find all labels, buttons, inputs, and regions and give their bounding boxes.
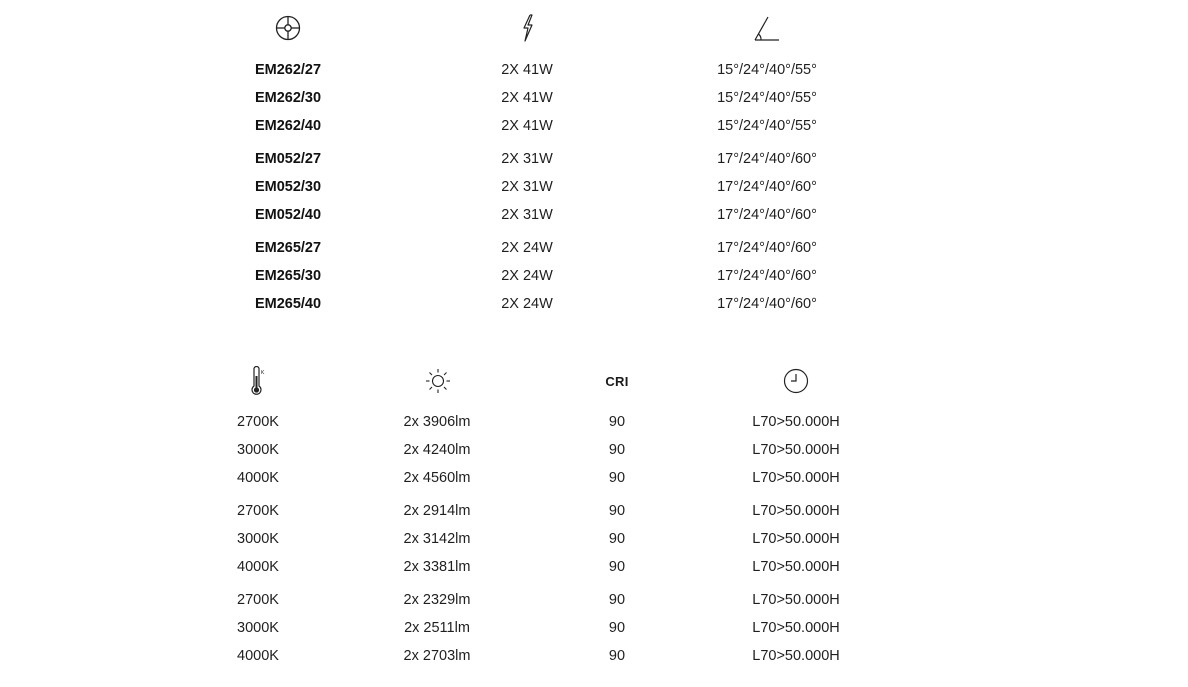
power-cell: 2X 41W xyxy=(501,62,553,78)
sun-icon xyxy=(418,366,458,396)
lifetime-cell: L70>50.000H xyxy=(752,648,840,664)
lifetime-cell: L70>50.000H xyxy=(752,559,840,575)
luminous-flux-cell: 2x 4560lm xyxy=(403,470,471,486)
color-temperature-cell: 4000K xyxy=(237,470,279,486)
lightning-bolt-icon xyxy=(508,13,548,43)
luminous-flux-cell: 2x 2511lm xyxy=(404,620,470,636)
luminous-flux-cell: 2x 2703lm xyxy=(403,648,471,664)
thermometer-kelvin-icon xyxy=(238,366,278,396)
clock-icon xyxy=(776,366,816,396)
power-cell: 2X 24W xyxy=(501,296,553,312)
luminous-flux-cell: 2x 4240lm xyxy=(403,442,471,458)
beam-angles-cell: 17°/24°/40°/60° xyxy=(717,268,817,284)
luminous-flux-cell: 2x 3906lm xyxy=(403,414,471,430)
color-temperature-cell: 3000K xyxy=(237,620,279,636)
power-cell: 2X 24W xyxy=(501,240,553,256)
beam-angles-cell: 17°/24°/40°/60° xyxy=(717,207,817,223)
lifetime-cell: L70>50.000H xyxy=(752,620,840,636)
color-temperature-cell: 2700K xyxy=(237,414,279,430)
power-cell: 2X 31W xyxy=(501,207,553,223)
power-cell: 2X 41W xyxy=(501,118,553,134)
cri-cell: 90 xyxy=(608,503,626,519)
cri-cell: 90 xyxy=(608,442,626,458)
cri-cell: 90 xyxy=(608,559,626,575)
power-cell: 2X 41W xyxy=(501,90,553,106)
beam-angles-cell: 17°/24°/40°/60° xyxy=(717,179,817,195)
beam-angle-icon xyxy=(746,13,786,43)
lifetime-cell: L70>50.000H xyxy=(752,414,840,430)
power-cell: 2X 31W xyxy=(501,151,553,167)
luminous-flux-cell: 2x 2329lm xyxy=(403,592,471,608)
cri-cell: 90 xyxy=(608,531,626,547)
luminous-flux-cell: 2x 3381lm xyxy=(403,559,471,575)
color-temperature-cell: 2700K xyxy=(237,503,279,519)
svg-text:K: K xyxy=(261,370,265,376)
color-temperature-cell: 4000K xyxy=(237,648,279,664)
power-cell: 2X 31W xyxy=(501,179,553,195)
luminous-flux-cell: 2x 3142lm xyxy=(403,531,471,547)
color-temperature-cell: 2700K xyxy=(237,592,279,608)
model-code-cell: EM265/40 xyxy=(254,296,322,312)
lifetime-cell: L70>50.000H xyxy=(752,470,840,486)
beam-angles-cell: 17°/24°/40°/60° xyxy=(717,240,817,256)
beam-angles-cell: 15°/24°/40°/55° xyxy=(717,90,817,106)
color-temperature-cell: 4000K xyxy=(237,559,279,575)
lifetime-cell: L70>50.000H xyxy=(752,592,840,608)
beam-angles-cell: 17°/24°/40°/60° xyxy=(717,151,817,167)
beam-angles-cell: 15°/24°/40°/55° xyxy=(717,62,817,78)
lifetime-cell: L70>50.000H xyxy=(752,531,840,547)
color-temperature-cell: 3000K xyxy=(237,442,279,458)
model-code-cell: EM265/30 xyxy=(254,268,322,284)
cri-cell: 90 xyxy=(608,648,626,664)
lens-icon xyxy=(268,13,308,43)
cri-cell: 90 xyxy=(608,592,626,608)
model-code-cell: EM265/27 xyxy=(254,240,322,256)
model-code-cell: EM052/27 xyxy=(254,151,322,167)
color-temperature-cell: 3000K xyxy=(237,531,279,547)
beam-angles-cell: 15°/24°/40°/55° xyxy=(717,118,817,134)
model-code-cell: EM052/30 xyxy=(254,179,322,195)
lifetime-cell: L70>50.000H xyxy=(752,442,840,458)
lifetime-cell: L70>50.000H xyxy=(752,503,840,519)
beam-angles-cell: 17°/24°/40°/60° xyxy=(717,296,817,312)
cri-cell: 90 xyxy=(608,414,626,430)
cri-cell: 90 xyxy=(608,620,626,636)
cri-header: CRI xyxy=(605,374,629,389)
cri-cell: 90 xyxy=(608,470,626,486)
luminous-flux-cell: 2x 2914lm xyxy=(403,503,471,519)
model-code-cell: EM262/30 xyxy=(254,90,322,106)
power-cell: 2X 24W xyxy=(501,268,553,284)
model-code-cell: EM262/27 xyxy=(254,62,322,78)
model-code-cell: EM262/40 xyxy=(254,118,322,134)
model-code-cell: EM052/40 xyxy=(254,207,322,223)
